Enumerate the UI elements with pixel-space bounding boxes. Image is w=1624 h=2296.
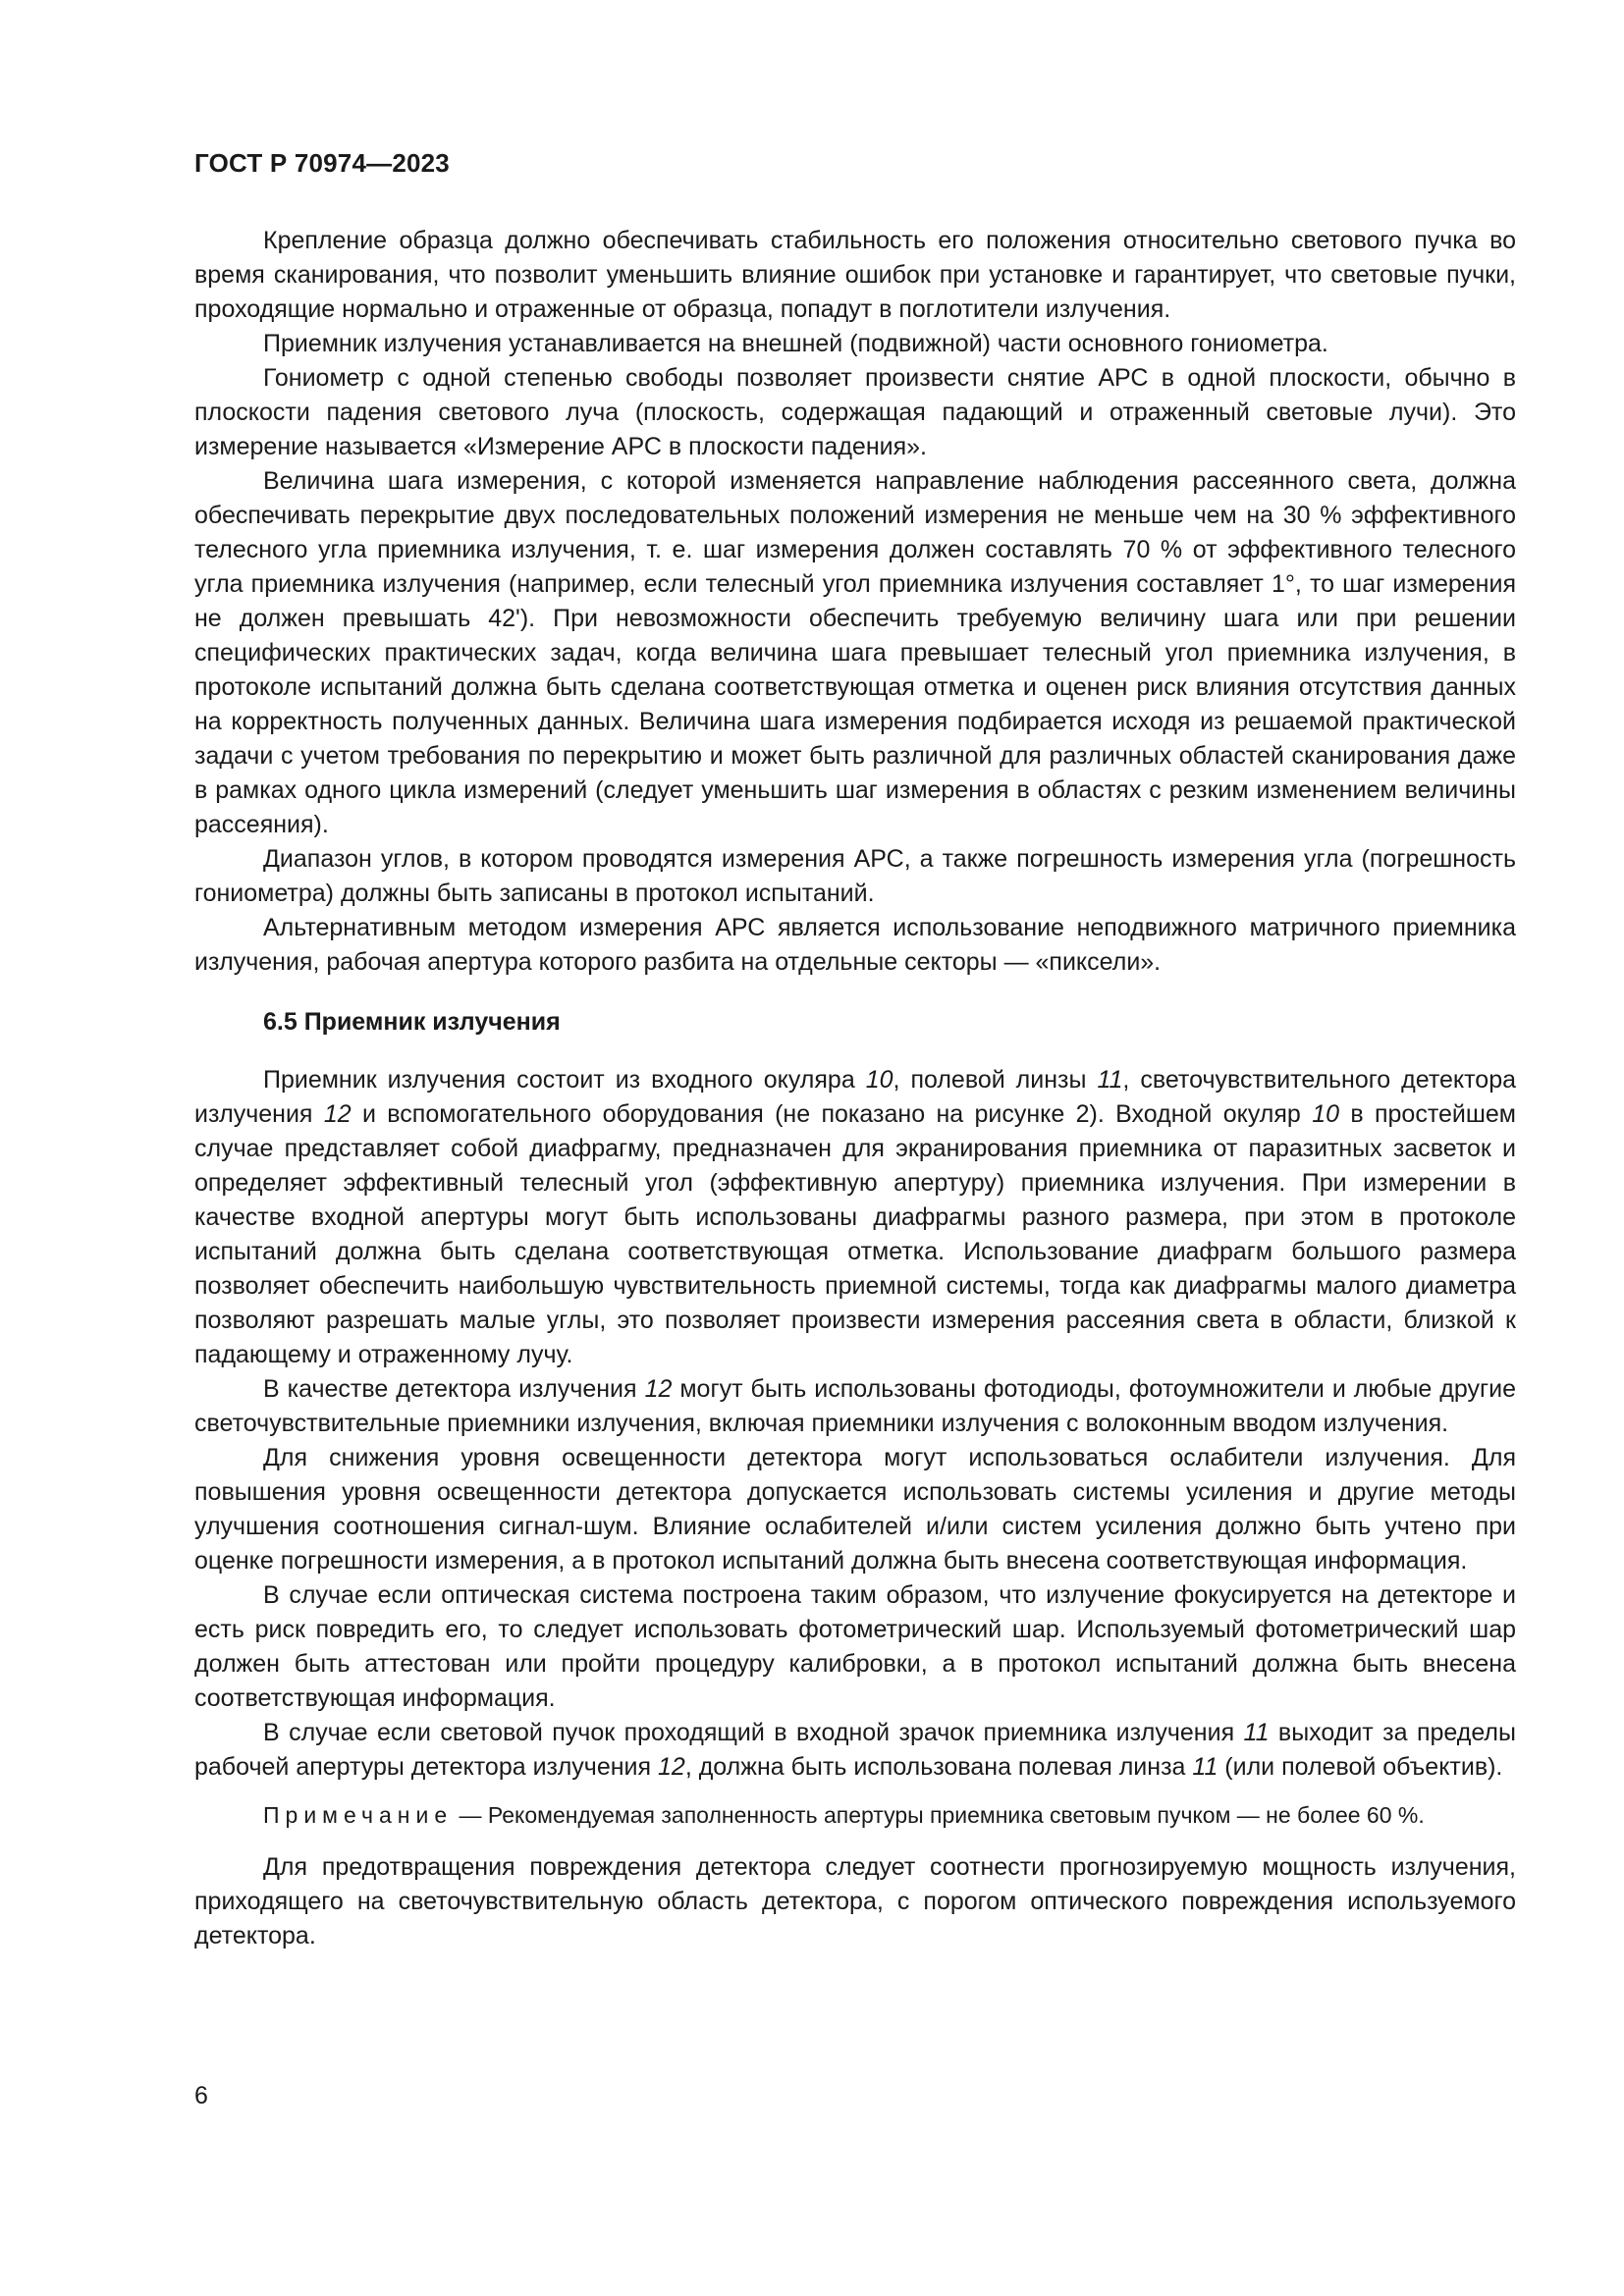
page-body <box>194 224 1516 1953</box>
section-heading: 6.5 Приемник излучения <box>263 1008 561 1036</box>
paragraph-text: , полевой линзы <box>893 1066 1098 1094</box>
paragraph: Для предотвращения повреждения детектора следует соотнести прогнозируемую мощность излучения, приходящего на светочувствительную область детектора, с порогом оптического повреждения используемого детектора. <box>194 1853 1516 1949</box>
reference-number: 11 <box>1243 1719 1270 1746</box>
document-code-header: ГОСТ Р 70974—2023 <box>194 148 450 178</box>
paragraph <box>194 1372 1516 1441</box>
paragraph: Величина шага измерения, с которой изменяется направление наблюдения рассеянного света, должна обеспечивать перекрытие двух последовательных положений измерения не меньше чем на 30 % эффективного телесного угла приемника излучения, т. е. шаг измерения должен составлять 70 % от эффективного телесного угла приемника излучения (например, если телесный угол приемника излучения составляет 1°, то шаг измерения не должен превышать 42'). При невозможности обеспечить требуемую величину шага или при решении специфических практических задач, когда величина шага превышает телесный угол приемника излучения, в протоколе испытаний должна быть сделана соответствующая отметка и оценен риск влияния отсутствия данных на корректность полученных данных. Величина шага измерения подбирается исходя из решаемой практической задачи с учетом требования по перекрытию и может быть различной для различных областей сканирования даже в рамках одного цикла измерений (следует уменьшить шаг измерения в областях с резким изменением величины рассеяния). <box>194 467 1516 838</box>
paragraph: Для снижения уровня освещенности детектора могут использоваться ослабители излучения. Для повышения уровня освещенности детектора допускается использовать системы усиления и другие методы улучшения соотношения сигнал-шум. Влияние ослабителей и/или систем усиления должно быть учтено при оценке погрешности измерения, а в протокол испытаний должна быть внесена соответствующая информация. <box>194 1444 1516 1575</box>
reference-number: 11 <box>1192 1753 1218 1781</box>
paragraph: Альтернативным методом измерения АРС является использование неподвижного матричного приемника излучения, рабочая апертура которого разбита на отдельные секторы — «пиксели». <box>194 914 1516 976</box>
reference-number: 12 <box>323 1100 352 1128</box>
paragraph <box>194 1063 1516 1372</box>
paragraph-text: Приемник излучения состоит из входного окуляра <box>263 1066 866 1094</box>
note <box>194 1798 1516 1833</box>
paragraph: Диапазон углов, в котором проводятся измерения АРС, а также погрешность измерения угла (погрешность гониометра) должны быть записаны в протокол испытаний. <box>194 845 1516 907</box>
reference-number: 11 <box>1097 1066 1123 1094</box>
paragraph-text: в простейшем случае представляет собой диафрагму, предназначен для экранирования приемника от паразитных засветок и определяет эффективный телесный угол (эффективную апертуру) приемника излучения. При измерении в качестве входной апертуры могут быть использованы диафрагмы разного размера, при этом в протоколе испытаний должна быть сделана соответствующая отметка. Использование диафрагм большого размера позволяет обеспечить наибольшую чувствительность приемной системы, тогда как диафрагмы малого диаметра позволяют разрешать малые углы, это позволяет произвести измерения рассеяния света в области, близкой к падающему и отраженному лучу. <box>194 1100 1516 1368</box>
paragraph-text: выходит за пределы рабочей апертуры детектора излучения <box>194 1719 1516 1781</box>
note-label: Примечание <box>263 1802 454 1828</box>
paragraph-text: (или полевой объектив). <box>1218 1753 1503 1781</box>
reference-number: 10 <box>1312 1100 1339 1128</box>
paragraph: Приемник излучения устанавливается на внешней (подвижной) части основного гониометра. <box>263 330 1328 357</box>
reference-number: 12 <box>644 1375 673 1403</box>
paragraph-text: , светочувствительного детектора излучения <box>194 1066 1517 1128</box>
paragraph-text: В качестве детектора излучения <box>263 1375 645 1403</box>
paragraph: В случае если оптическая система построена таким образом, что излучение фокусируется на детекторе и есть риск повредить его, то следует использовать фотометрический шар. Используемый фотометрический шар должен быть аттестован или пройти процедуру калибровки, а в протокол испытаний должна быть внесена соответствующая информация. <box>194 1581 1516 1712</box>
paragraph: Гониометр с одной степенью свободы позволяет произвести снятие АРС в одной плоскости, обычно в плоскости падения светового луча (плоскость, содержащая падающий и отраженный световые лучи). Это измерение называется «Измерение АРС в плоскости падения». <box>194 364 1516 460</box>
paragraph-text: В случае если световой пучок проходящий в входной зрачок приемника излучения <box>263 1719 1244 1746</box>
page-number: 6 <box>194 2082 208 2109</box>
paragraph: Крепление образца должно обеспечивать стабильность его положения относительно светового пучка во время сканирования, что позволит уменьшить влияние ошибок при установке и гарантирует, что световые пучки, проходящие нормально и отраженные от образца, попадут в поглотители излучения. <box>194 227 1516 323</box>
paragraph-text: , должна быть использована полевая линза <box>684 1753 1193 1781</box>
reference-number: 12 <box>658 1753 685 1781</box>
paragraph-text: могут быть использованы фотодиоды, фотоумножители и любые другие светочувствительные приемники излучения, включая приемники излучения с волоконным вводом излучения. <box>194 1375 1517 1437</box>
paragraph-text: и вспомогательного оборудования (не показано на рисунке 2). Входной окуляр <box>351 1100 1313 1128</box>
reference-number: 10 <box>865 1066 893 1094</box>
note-text: — Рекомендуемая заполненность апертуры приемника световым пучком — не более 60 %. <box>453 1802 1425 1828</box>
paragraph <box>194 1716 1516 1785</box>
